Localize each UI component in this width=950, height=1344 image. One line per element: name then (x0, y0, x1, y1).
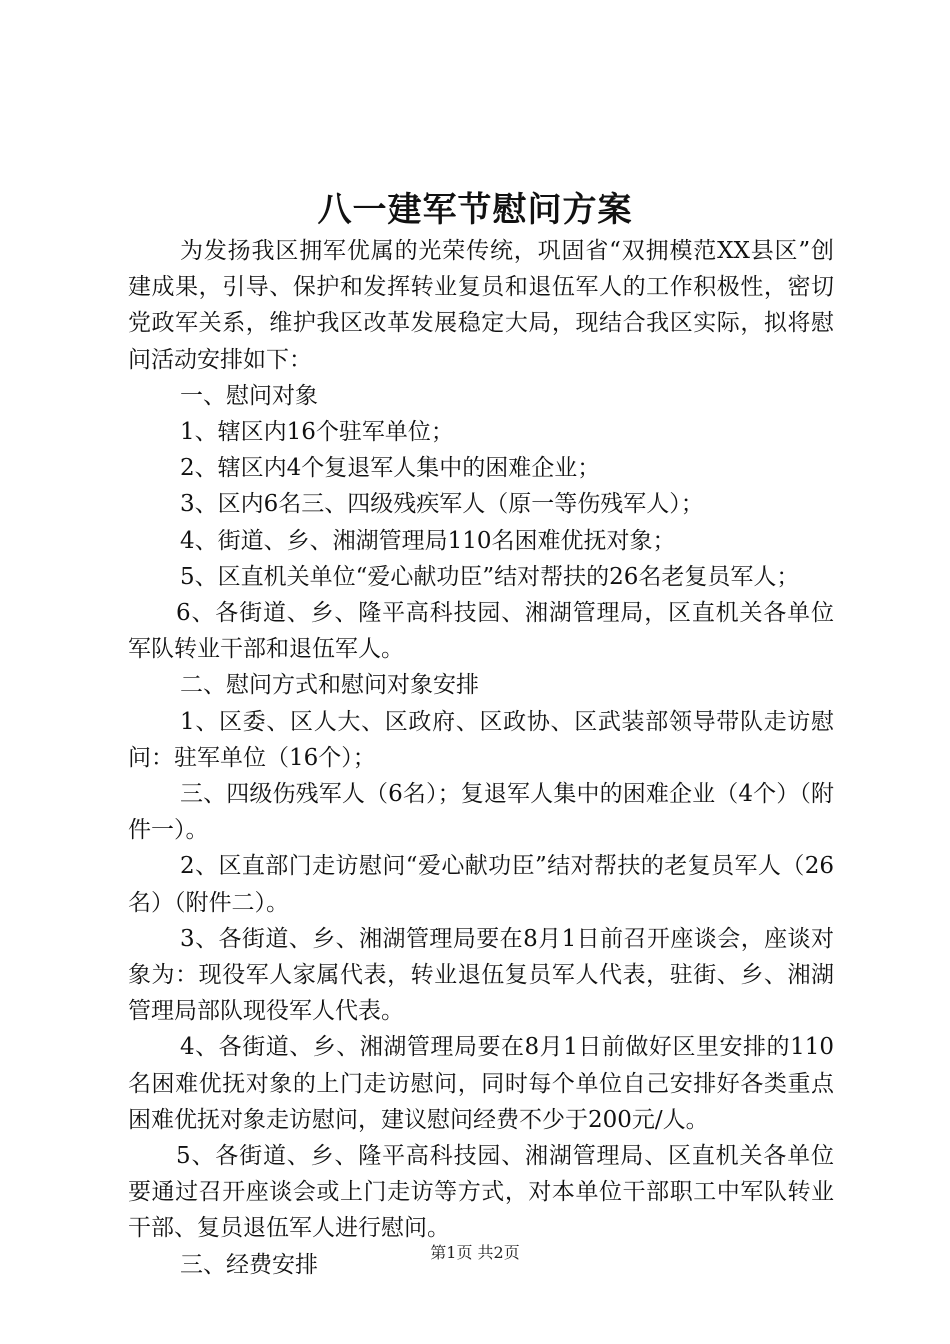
intro-paragraph: 为发扬我区拥军优属的光荣传统，巩固省“双拥模范XX县区”创建成果，引导、保护和发挥转业复员和退伍军人的工作积极性，密切党政军关系，维护我区改革发展稳定大局，现结合我区实际，拟将慰问活动安排如下： (128, 238, 834, 373)
list-item: 3、区内6名三、四级残疾军人（原一等伤残军人）； (180, 491, 704, 518)
list-item: 1、辖区内16个驻军单位； (180, 419, 454, 446)
document-title: 八一建军节慰问方案 (317, 190, 633, 230)
list-item: 3、各街道、乡、湘湖管理局要在8月1日前召开座谈会，座谈对象为：现役军人家属代表，转业退伍复员军人代表，驻街、乡、湘湖管理局部队现役军人代表。 (128, 925, 834, 1025)
list-item: 4、各街道、乡、湘湖管理局要在8月1日前做好区里安排的110名困难优抚对象的上门走访慰问，同时每个单位自己安排好各类重点困难优抚对象走访慰问，建议慰问经费不少于200元/人。 (128, 1034, 834, 1133)
page-number: 第1页 共2页 (430, 1243, 520, 1262)
list-item: 5、区直机关单位“爱心献功臣”结对帮扶的26名老复员军人； (180, 563, 800, 590)
section-heading: 一、慰问对象 (180, 382, 318, 409)
list-item: 2、辖区内4个复退军人集中的困难企业； (180, 455, 601, 482)
section-heading: 二、慰问方式和慰问对象安排 (180, 672, 479, 699)
list-item: 5、各街道、乡、隆平高科技园、湘湖管理局、区直机关各单位要通过召开座谈会或上门走访等方式，对本单位干部职工中军队转业干部、复员退伍军人进行慰问。 (128, 1143, 834, 1242)
list-item: 4、街道、乡、湘湖管理局110名困难优抚对象； (180, 527, 676, 554)
list-item: 1、区委、区人大、区政府、区政协、区武装部领导带队走访慰问：驻军单位（16个）； (128, 708, 834, 771)
list-item: 三、四级伤残军人（6名）；复退军人集中的困难企业（4个）（附件一）。 (128, 781, 834, 844)
list-item: 6、各街道、乡、隆平高科技园、湘湖管理局，区直机关各单位军队转业干部和退伍军人。 (128, 600, 834, 663)
list-item: 2、区直部门走访慰问“爱心献功臣”结对帮扶的老复员军人（26名）（附件二）。 (128, 853, 834, 916)
document-body (128, 233, 834, 1283)
section-heading: 三、经费安排 (180, 1251, 318, 1278)
